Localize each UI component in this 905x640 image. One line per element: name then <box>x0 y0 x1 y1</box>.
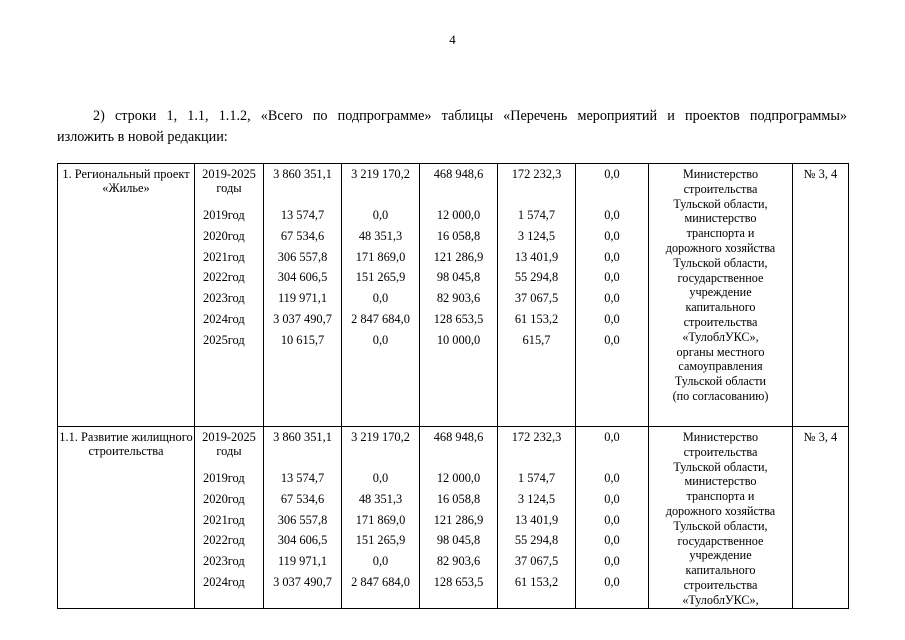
total-value: 468 948,6 <box>433 167 484 181</box>
year-unit: год <box>227 332 245 347</box>
amount-column-4 <box>498 427 576 609</box>
amount-value: 0,0 <box>604 554 620 569</box>
amount-value: 151 265,9 <box>355 533 406 548</box>
amount-value: 615,7 <box>522 332 551 347</box>
amount-value: 98 045,8 <box>436 533 481 548</box>
executor-line: государственное <box>677 533 764 548</box>
amount-value: 171 869,0 <box>355 249 406 264</box>
executor-line: строительства <box>683 444 758 459</box>
year-line <box>195 288 263 309</box>
amount-value: 13 574,7 <box>280 208 325 222</box>
executor-line: самоуправления <box>678 359 763 374</box>
year-value: 2022 <box>203 533 228 548</box>
period-label: 2019-2025 годы <box>202 430 256 458</box>
amount-value: 119 971,1 <box>277 554 328 569</box>
amount-value: 55 294,8 <box>514 270 559 285</box>
amount-value: 0,0 <box>372 471 389 485</box>
measures-table <box>57 163 849 609</box>
amount-value: 67 534,6 <box>280 491 325 506</box>
executor-line: транспорта и <box>686 489 755 504</box>
amount-column-5 <box>576 164 649 427</box>
amount-column-1 <box>264 164 342 427</box>
year-value: 2021 <box>203 512 228 527</box>
amount-value: 0,0 <box>604 249 620 264</box>
year-line <box>195 572 263 593</box>
amount-value: 128 653,5 <box>433 574 484 589</box>
amount-value: 1 574,7 <box>517 208 556 222</box>
year-line <box>195 468 263 489</box>
year-unit: год <box>227 291 245 306</box>
amount-value: 1 574,7 <box>517 471 556 485</box>
amount-value: 3 124,5 <box>517 491 556 506</box>
amount-value: 82 903,6 <box>436 554 481 569</box>
amount-value: 0,0 <box>604 332 620 347</box>
year-line <box>195 330 263 351</box>
amount-value: 0,0 <box>604 208 620 222</box>
year-value: 2023 <box>203 291 228 306</box>
period-cell <box>195 427 264 609</box>
year-unit: год <box>227 491 245 506</box>
amount-value: 171 869,0 <box>355 512 406 527</box>
amount-value: 0,0 <box>604 533 620 548</box>
total-value: 468 948,6 <box>433 430 484 444</box>
amount-value: 48 351,3 <box>358 491 403 506</box>
year-unit: год <box>227 311 245 326</box>
amount-value: 10 615,7 <box>280 332 325 347</box>
intro-line-1: 2) строки 1, 1.1, 1.1.2, «Всего по подпрограмме» таблицы «Перечень мероприятий и проектов подпрограммы» <box>93 108 847 124</box>
year-unit: год <box>227 574 245 589</box>
reference-cell: № 3, 4 <box>793 164 849 427</box>
executor-line: министерство <box>684 211 757 226</box>
executor-line: транспорта и <box>686 226 755 241</box>
amount-value: 16 058,8 <box>436 491 481 506</box>
amount-value: 2 847 684,0 <box>351 311 410 326</box>
amount-column-2 <box>342 427 420 609</box>
table-row <box>58 427 849 609</box>
executors-cell <box>649 164 793 427</box>
executor-line: капитального <box>685 300 756 315</box>
year-line <box>195 489 263 510</box>
page-number: 4 <box>449 32 456 47</box>
amount-value: 0,0 <box>372 554 389 569</box>
amount-value: 306 557,8 <box>277 512 328 527</box>
amount-value: 3 037 490,7 <box>273 311 332 326</box>
amount-value: 121 286,9 <box>433 512 484 527</box>
amount-value: 0,0 <box>604 471 620 485</box>
amount-value: 0,0 <box>604 512 620 527</box>
period-cell <box>195 164 264 427</box>
amount-value: 304 606,5 <box>277 533 328 548</box>
year-line <box>195 530 263 551</box>
amount-value: 151 265,9 <box>355 270 406 285</box>
year-line <box>195 510 263 531</box>
year-line <box>195 247 263 268</box>
amount-column-3 <box>420 427 498 609</box>
year-value: 2023 <box>203 554 228 569</box>
amount-value: 10 000,0 <box>436 332 481 347</box>
year-value: 2024 <box>203 574 228 589</box>
amount-value: 13 401,9 <box>514 512 559 527</box>
year-unit: год <box>227 533 245 548</box>
executors-cell <box>649 427 793 609</box>
reference-cell: № 3, 4 <box>793 427 849 609</box>
amount-value: 0,0 <box>604 491 620 506</box>
amount-value: 0,0 <box>372 208 389 222</box>
year-line <box>195 309 263 330</box>
executor-line: Тульской области <box>674 374 767 389</box>
period-label: 2019-2025 годы <box>202 167 256 195</box>
amount-value: 306 557,8 <box>277 249 328 264</box>
amount-column-1 <box>264 427 342 609</box>
year-value: 2025 <box>203 332 228 347</box>
amount-value: 0,0 <box>604 270 620 285</box>
executor-line: министерство <box>684 474 757 489</box>
year-unit: год <box>227 471 245 485</box>
total-value: 3 219 170,2 <box>351 167 410 181</box>
amount-value: 0,0 <box>604 311 620 326</box>
amount-value: 3 124,5 <box>517 228 556 243</box>
amount-column-5 <box>576 427 649 609</box>
year-unit: год <box>227 208 245 222</box>
executor-line: дорожного хозяйства <box>665 240 776 255</box>
total-value: 3 860 351,1 <box>273 167 332 181</box>
amount-value: 61 153,2 <box>514 574 559 589</box>
year-line <box>195 205 263 226</box>
year-line <box>195 267 263 288</box>
year-value: 2019 <box>203 208 228 222</box>
year-line <box>195 551 263 572</box>
year-value: 2020 <box>203 491 228 506</box>
executor-line: «ТулоблУКС», <box>682 329 759 344</box>
amount-value: 98 045,8 <box>436 270 481 285</box>
amount-column-4 <box>498 164 576 427</box>
total-value: 172 232,3 <box>511 430 562 444</box>
amount-value: 121 286,9 <box>433 249 484 264</box>
executor-line: учреждение <box>689 548 752 563</box>
executor-line: Тульской области, <box>673 196 768 211</box>
executor-line: органы местного <box>676 344 765 359</box>
intro-line-2: изложить в новой редакции: <box>57 129 228 145</box>
executor-line: Министерство <box>682 167 759 181</box>
amount-value: 0,0 <box>604 228 620 243</box>
amount-value: 82 903,6 <box>436 291 481 306</box>
year-value: 2022 <box>203 270 228 285</box>
executor-line: строительства <box>683 314 758 329</box>
year-value: 2020 <box>203 228 228 243</box>
executor-line: (по согласованию) <box>672 388 769 403</box>
executor-line: государственное <box>677 270 764 285</box>
executor-line: «ТулоблУКС», <box>682 592 759 607</box>
executor-line: Министерство <box>682 430 759 444</box>
executor-line: строительства <box>683 181 758 196</box>
section-name: 1.1. Развитие жилищного строительства <box>58 427 195 609</box>
amount-value: 0,0 <box>604 574 620 589</box>
amount-value: 61 153,2 <box>514 311 559 326</box>
table-row <box>58 164 849 427</box>
amount-value: 37 067,5 <box>514 291 559 306</box>
total-value: 3 219 170,2 <box>351 430 410 444</box>
year-value: 2024 <box>203 311 228 326</box>
amount-value: 119 971,1 <box>277 291 328 306</box>
amount-value: 0,0 <box>372 332 389 347</box>
amount-value: 128 653,5 <box>433 311 484 326</box>
year-unit: год <box>227 249 245 264</box>
amount-value: 13 574,7 <box>280 471 325 485</box>
amount-value: 67 534,6 <box>280 228 325 243</box>
total-value: 0,0 <box>604 167 620 181</box>
executor-line: капитального <box>685 563 756 578</box>
section-name: 1. Региональный проект «Жилье» <box>58 164 195 427</box>
executor-line: Тульской области, <box>673 255 768 270</box>
amount-value: 2 847 684,0 <box>351 574 410 589</box>
year-unit: год <box>227 228 245 243</box>
executor-line: дорожного хозяйства <box>665 503 776 518</box>
executor-line: строительства <box>683 577 758 592</box>
total-value: 0,0 <box>604 430 620 444</box>
amount-value: 12 000,0 <box>436 208 481 222</box>
amount-value: 55 294,8 <box>514 533 559 548</box>
amount-value: 37 067,5 <box>514 554 559 569</box>
year-value: 2021 <box>203 249 228 264</box>
executor-line: Тульской области, <box>673 518 768 533</box>
year-value: 2019 <box>203 471 228 485</box>
amount-value: 0,0 <box>372 291 389 306</box>
amount-column-3 <box>420 164 498 427</box>
executor-line: учреждение <box>689 285 752 300</box>
amount-value: 12 000,0 <box>436 471 481 485</box>
year-line <box>195 226 263 247</box>
total-value: 3 860 351,1 <box>273 430 332 444</box>
amount-value: 3 037 490,7 <box>273 574 332 589</box>
intro-paragraph <box>57 106 847 148</box>
amount-value: 48 351,3 <box>358 228 403 243</box>
executor-line: Тульской области, <box>673 459 768 474</box>
year-unit: год <box>227 554 245 569</box>
total-value: 172 232,3 <box>511 167 562 181</box>
amount-column-2 <box>342 164 420 427</box>
amount-value: 13 401,9 <box>514 249 559 264</box>
year-unit: год <box>227 512 245 527</box>
year-unit: год <box>227 270 245 285</box>
amount-value: 0,0 <box>604 291 620 306</box>
amount-value: 16 058,8 <box>436 228 481 243</box>
amount-value: 304 606,5 <box>277 270 328 285</box>
